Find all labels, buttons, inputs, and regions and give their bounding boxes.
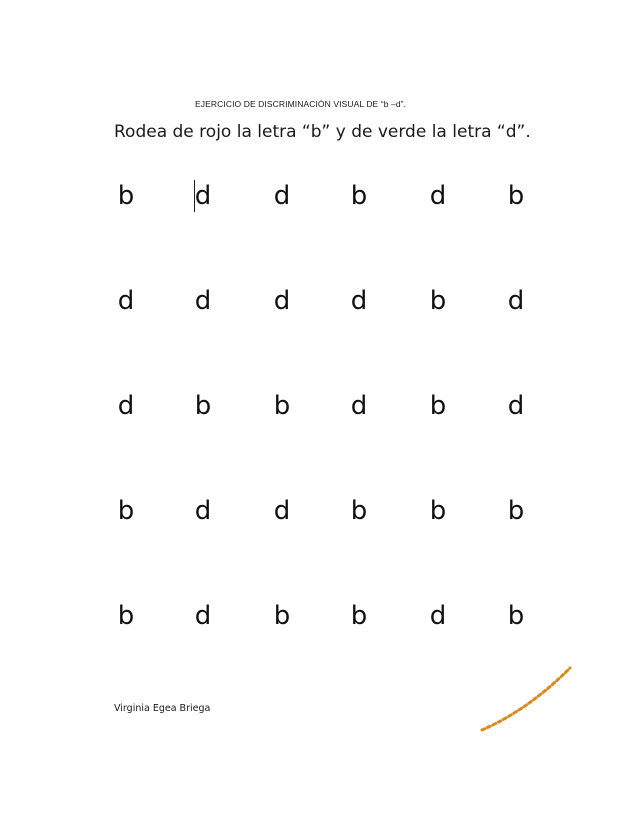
letter-b[interactable]: b [194,391,212,421]
letter-d[interactable]: d [429,601,447,631]
letter-row [0,596,638,636]
letter-d[interactable]: d [507,391,525,421]
dotted-curve-icon [478,660,578,740]
letter-d[interactable]: d [429,181,447,211]
letter-b[interactable]: b [117,181,135,211]
letter-b[interactable]: b [350,601,368,631]
letter-d[interactable]: d [194,601,212,631]
letter-d[interactable]: d [117,391,135,421]
letter-b[interactable]: b [350,181,368,211]
letter-b[interactable]: b [507,601,525,631]
letter-d[interactable]: d [273,181,291,211]
letter-b[interactable]: b [273,391,291,421]
exercise-title: EJERCICIO DE DISCRIMINACIÓN VISUAL DE “b –d”. [195,99,407,109]
letter-b[interactable]: b [507,496,525,526]
letter-d[interactable]: d [273,286,291,316]
letter-b[interactable]: b [507,181,525,211]
letter-d[interactable]: d [194,496,212,526]
letter-d[interactable]: d [117,286,135,316]
letter-row [0,491,638,531]
letter-b[interactable]: b [429,496,447,526]
letter-b[interactable]: b [429,391,447,421]
letter-b[interactable]: b [350,496,368,526]
instruction-text: Rodea de rojo la letra “b” y de verde la letra “d”. [114,122,531,142]
letter-d[interactable]: d [194,286,212,316]
letter-d[interactable]: d [194,181,212,211]
letter-b[interactable]: b [273,601,291,631]
letter-d[interactable]: d [350,391,368,421]
text-caret-icon [194,180,195,212]
letter-row [0,281,638,321]
letter-b[interactable]: b [117,496,135,526]
letter-d[interactable]: d [273,496,291,526]
letter-d[interactable]: d [507,286,525,316]
letter-b[interactable]: b [117,601,135,631]
letter-d[interactable]: d [350,286,368,316]
author-name: Virginia Egea Briega [114,703,211,714]
letter-b[interactable]: b [429,286,447,316]
letter-row [0,386,638,426]
letter-row [0,176,638,216]
